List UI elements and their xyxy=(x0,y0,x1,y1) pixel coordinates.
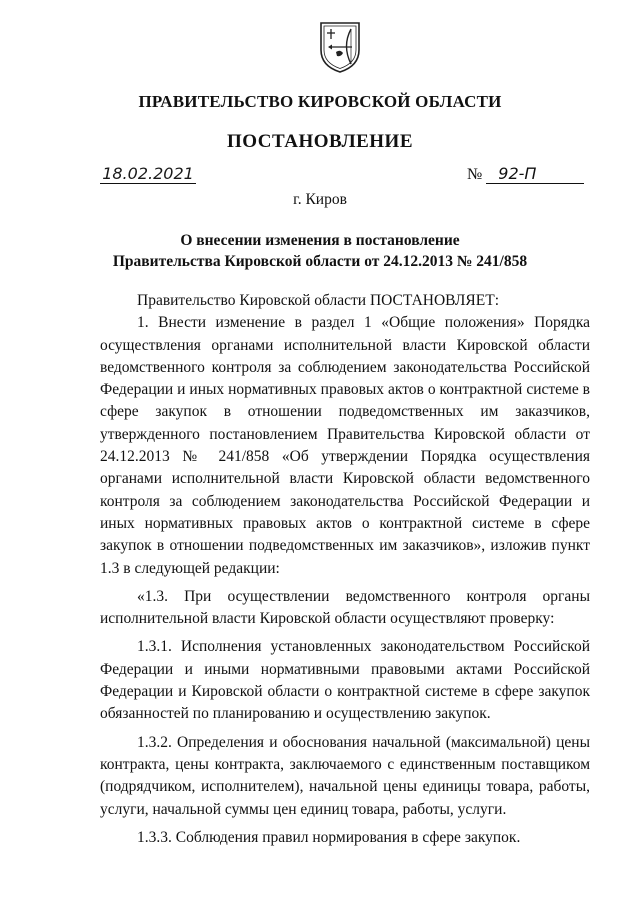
paragraph-1: 1. Внести изменение в раздел 1 «Общие положения» Порядка осуществления органами исполнительной власти Кировской области ведомственного контроля за соблюдением законодательства Российской Федерации и иных нормативных правовых актов о контрактной системе в сфере закупок в отношении подведомственных им заказчиков, утвержденного постановлением Правительства Кировской области от 24.12.2013 № 241/858 «Об утверждении Порядка осуществления органами исполнительной власти Кировской области ведомственного контроля за соблюдением законодательства Российской Федерации и иных нормативных правовых актов о контрактной системе в сфере закупок в отношении подведомственных им заказчиков», изложив пункт 1.3 в следующей редакции: xyxy=(100,314,590,577)
decree-number-block xyxy=(467,165,584,184)
paragraph-1-3-3: 1.3.3. Соблюдения правил нормирования в сфере закупок. xyxy=(137,828,521,846)
paragraph-1-3: «1.3. При осуществлении ведомственного контроля органы исполнительной власти Кировской области осуществляют проверку: xyxy=(100,587,590,628)
decree-date: 18.02.2021 xyxy=(100,165,196,184)
city: г. Киров xyxy=(293,191,347,208)
government-name: ПРАВИТЕЛЬСТВО КИРОВСКОЙ ОБЛАСТИ xyxy=(138,92,502,111)
document-body xyxy=(100,290,590,855)
subject-line-1: О внесении изменения в постановление xyxy=(180,232,460,249)
coat-of-arms-icon xyxy=(318,20,362,74)
paragraph-preamble: Правительство Кировской области ПОСТАНОВЛЯЕТ: xyxy=(137,292,500,309)
number-sign: № xyxy=(467,166,483,183)
paragraph-1-3-2: 1.3.2. Определения и обоснования начальной (максимальной) цены контракта, цены контракта, заключаемого с единственным поставщиком (подрядчиком, исполнителем), начальной цены единицы товара, работы, услуги, начальной суммы цен единиц товара, работы, услуги. xyxy=(100,733,590,818)
decree-number: 92-П xyxy=(486,165,584,184)
subject-line-2: Правительства Кировской области от 24.12.2013 № 241/858 xyxy=(112,253,528,270)
paragraph-1-3-1: 1.3.1. Исполнения установленных законодательством Российской Федерации и иными нормативными правовыми актами Российской Федерации и Кировской области о контрактной системе в сфере закупок обязанностей по планированию и осуществлению закупок. xyxy=(100,638,590,723)
document-type: ПОСТАНОВЛЕНИЕ xyxy=(226,131,414,152)
decree-subject xyxy=(0,230,640,272)
